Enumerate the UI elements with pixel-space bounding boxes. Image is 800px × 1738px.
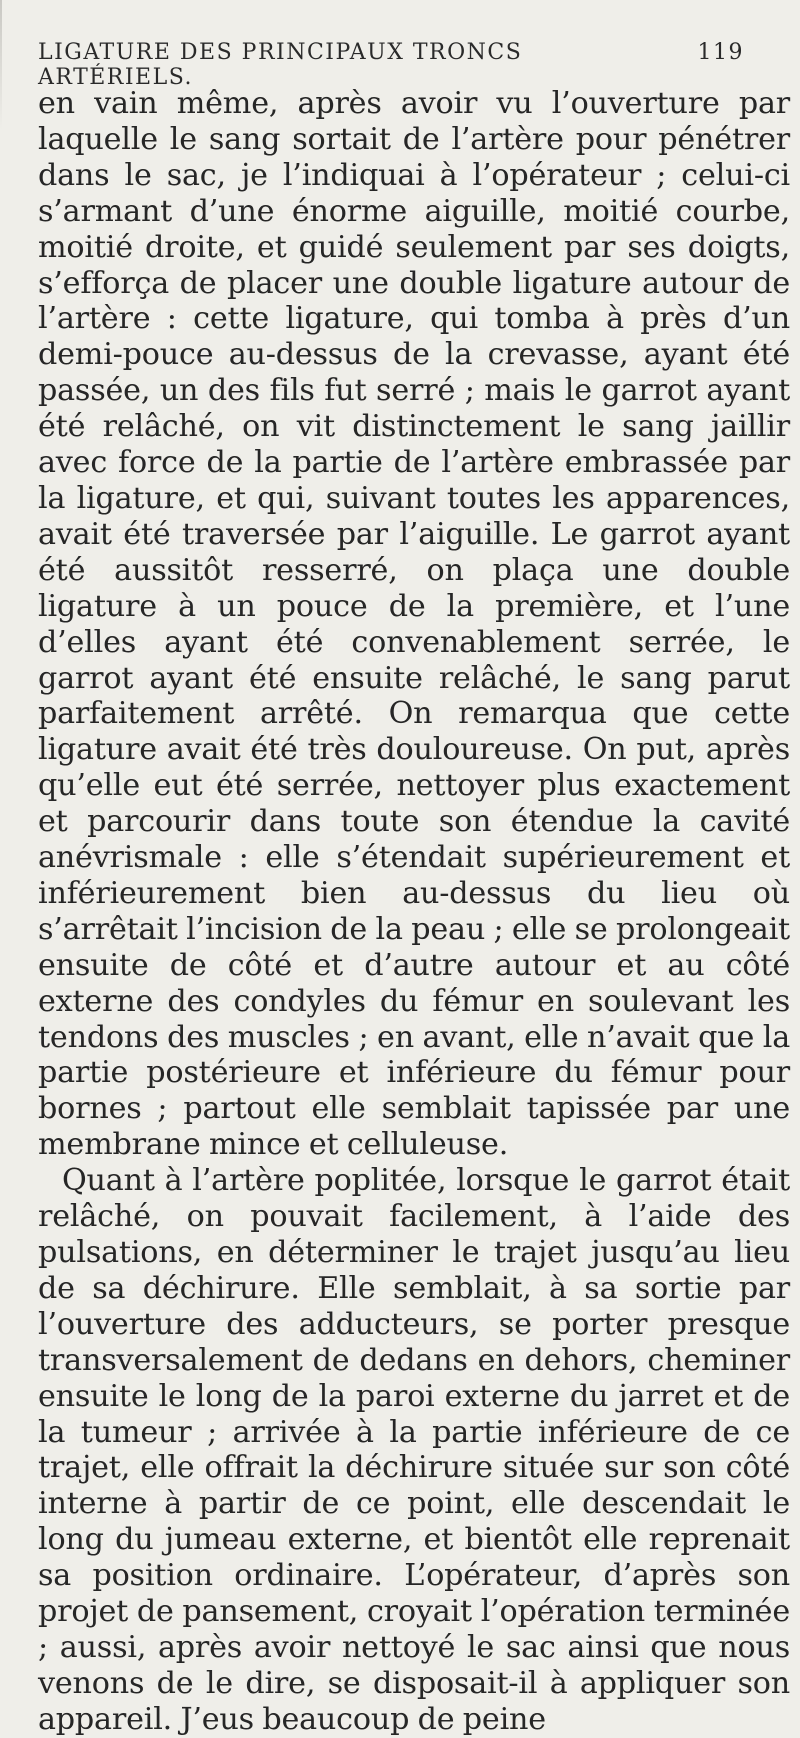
page-number: 119 [697, 40, 744, 65]
paragraph-popliteal-artery: Quant à l’artère poplitée, lorsque le garrot était relâché, on pouvait facilement, à l’aide des pulsations, en déterminer le trajet jusqu’au lieu de sa déchirure. Elle semblait, à sa sortie par l’ouverture des adducteurs, se porter presque transversalement de dedans en dehors, cheminer ensuite le long de la paroi externe du jarret et de la tumeur ; arrivée à la partie inférieure de ce trajet, elle offrait la déchirure située sur son côté interne à partir de ce point, elle descendait le long du jumeau externe, et bientôt elle reprenait sa position ordinaire. L’opérateur, d’après son projet de pansement, croyait l’opération terminée ; aussi, après avoir nettoyé le sac ainsi que nous venons de le dire, se disposait-il à appliquer son appareil. J’eus beaucoup de peine [38, 1163, 790, 1737]
running-title: LIGATURE DES PRINCIPAUX TRONCS ARTÉRIELS. [38, 40, 523, 90]
running-header [38, 40, 790, 90]
body-text [38, 86, 790, 1738]
book-page [38, 40, 790, 1738]
paragraph-continuation: en vain même, après avoir vu l’ouverture par laquelle le sang sortait de l’artère pour pénétrer dans le sac, je l’indiquai à l’opérateur ; celui-ci s’armant d’une énorme aiguille, moitié courbe, moitié droite, et guidé seulement par ses doigts, s’efforça de placer une double ligature autour de l’artère : cette ligature, qui tomba à près d’un demi-pouce au-dessus de la crevasse, ayant été passée, un des fils fut serré ; mais le garrot ayant été relâché, on vit distinctement le sang jaillir avec force de la partie de l’artère embrassée par la ligature, et qui, suivant toutes les apparences, avait été traversée par l’aiguille. Le garrot ayant été aussitôt resserré, on plaça une double ligature à un pouce de la première, et l’une d’elles ayant été convenablement serrée, le garrot ayant été ensuite relâché, le sang parut parfaitement arrêté. On remarqua que cette ligature avait été très douloureuse. On put, après qu’elle eut été serrée, nettoyer plus exactement et parcourir dans toute son étendue la cavité anévrismale : elle s’étendait supérieurement et inférieurement bien au-dessus du lieu où s’arrêtait l’incision de la peau ; elle se prolongeait ensuite de côté et d’autre autour et au côté externe des condyles du fémur en soulevant les tendons des muscles ; en avant, elle n’avait que la partie postérieure et inférieure du fémur pour bornes ; partout elle semblait tapissée par une membrane mince et celluleuse. [38, 86, 790, 1163]
page-edge-shadow [0, 0, 2, 130]
